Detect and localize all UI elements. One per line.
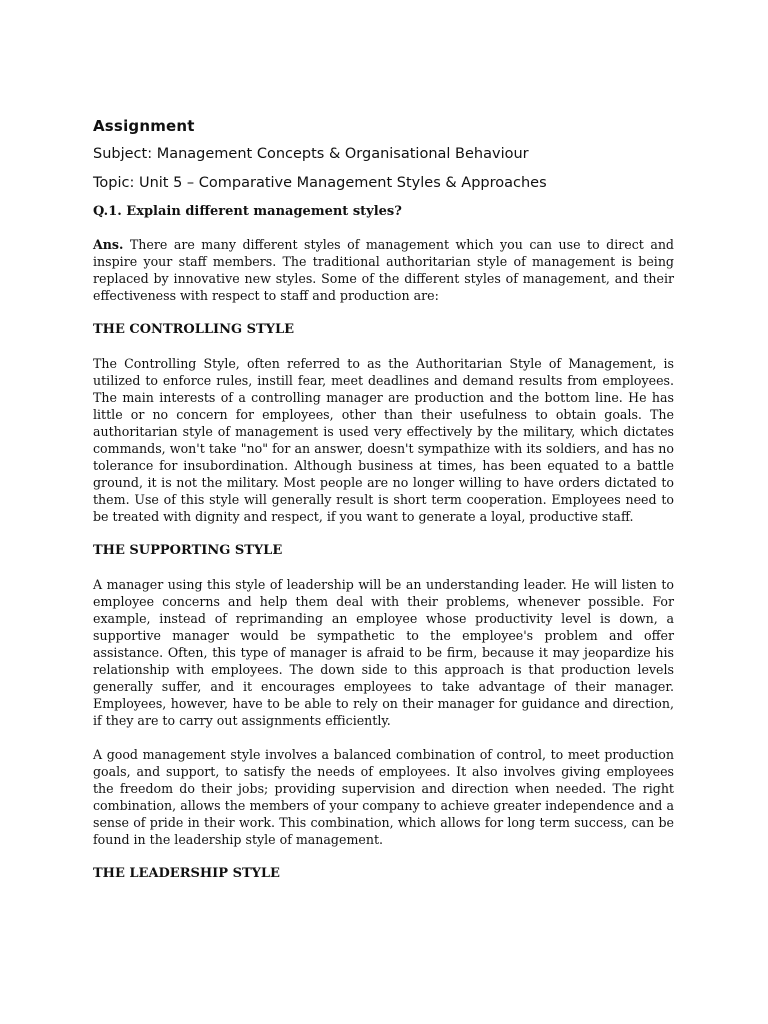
document-page — [93, 112, 674, 899]
document-title: Assignment — [93, 117, 195, 135]
supporting-style-heading: THE SUPPORTING STYLE — [93, 543, 283, 558]
topic-line: Topic: Unit 5 – Comparative Management Styles & Approaches — [93, 175, 547, 191]
leadership-style-heading: THE LEADERSHIP STYLE — [93, 866, 280, 881]
supporting-style-paragraph-2: A good management style involves a balanced combination of control, to meet production goals, and support, to satisfy the needs of employees. It also involves giving employees the freedom do their jobs; providing supervision and direction when needed. The right combination, allows the members of your company to achieve greater independence and a sense of pride in their work. This combination, which allows for long term success, can be found in the leadership style of management. — [93, 747, 674, 847]
controlling-style-heading: THE CONTROLLING STYLE — [93, 322, 295, 337]
answer-paragraph — [93, 236, 674, 304]
supporting-style-paragraph-1: A manager using this style of leadership will be an understanding leader. He will listen to employee concerns and help them deal with their problems, whenever possible. For example, instead of reprimanding an employee whose productivity level is down, a supportive manager would be sympathetic to the employee's problem and offer assistance. Often, this type of manager is afraid to be firm, because it may jeopardize his relationship with employees. The down side to this approach is that production levels generally suffer, and it encourages employees to take advantage of their manager. Employees, however, have to be able to rely on their manager for guidance and direction, if they are to carry out assignments efficiently. — [93, 577, 674, 728]
controlling-style-paragraph: The Controlling Style, often referred to as the Authoritarian Style of Management, is utilized to enforce rules, instill fear, meet deadlines and demand results from employees. The main interests of a controlling manager are production and the bottom line. He has little or no concern for employees, other than their usefulness to obtain goals. The authoritarian style of management is used very effectively by the military, which dictates commands, won't take "no" for an answer, doesn't sympathize with its soldiers, and has no tolerance for insubordination. Although business at times, has been equated to a battle ground, it is not the military. Most people are no longer willing to have orders dictated to them. Use of this style will generally result is short term cooperation. Employees need to be treated with dignity and respect, if you want to generate a loyal, productive staff. — [93, 356, 674, 524]
subject-line: Subject: Management Concepts & Organisational Behaviour — [93, 146, 529, 162]
answer-intro-text: There are many different styles of management which you can use to direct and inspire your staff members. The traditional authoritarian style of management is being replaced by innovative new styles. Some of the different styles of management, and their effectiveness with respect to staff and production are: — [93, 237, 674, 303]
answer-label: Ans. — [93, 237, 124, 252]
question-heading: Q.1. Explain different management styles? — [93, 204, 402, 219]
